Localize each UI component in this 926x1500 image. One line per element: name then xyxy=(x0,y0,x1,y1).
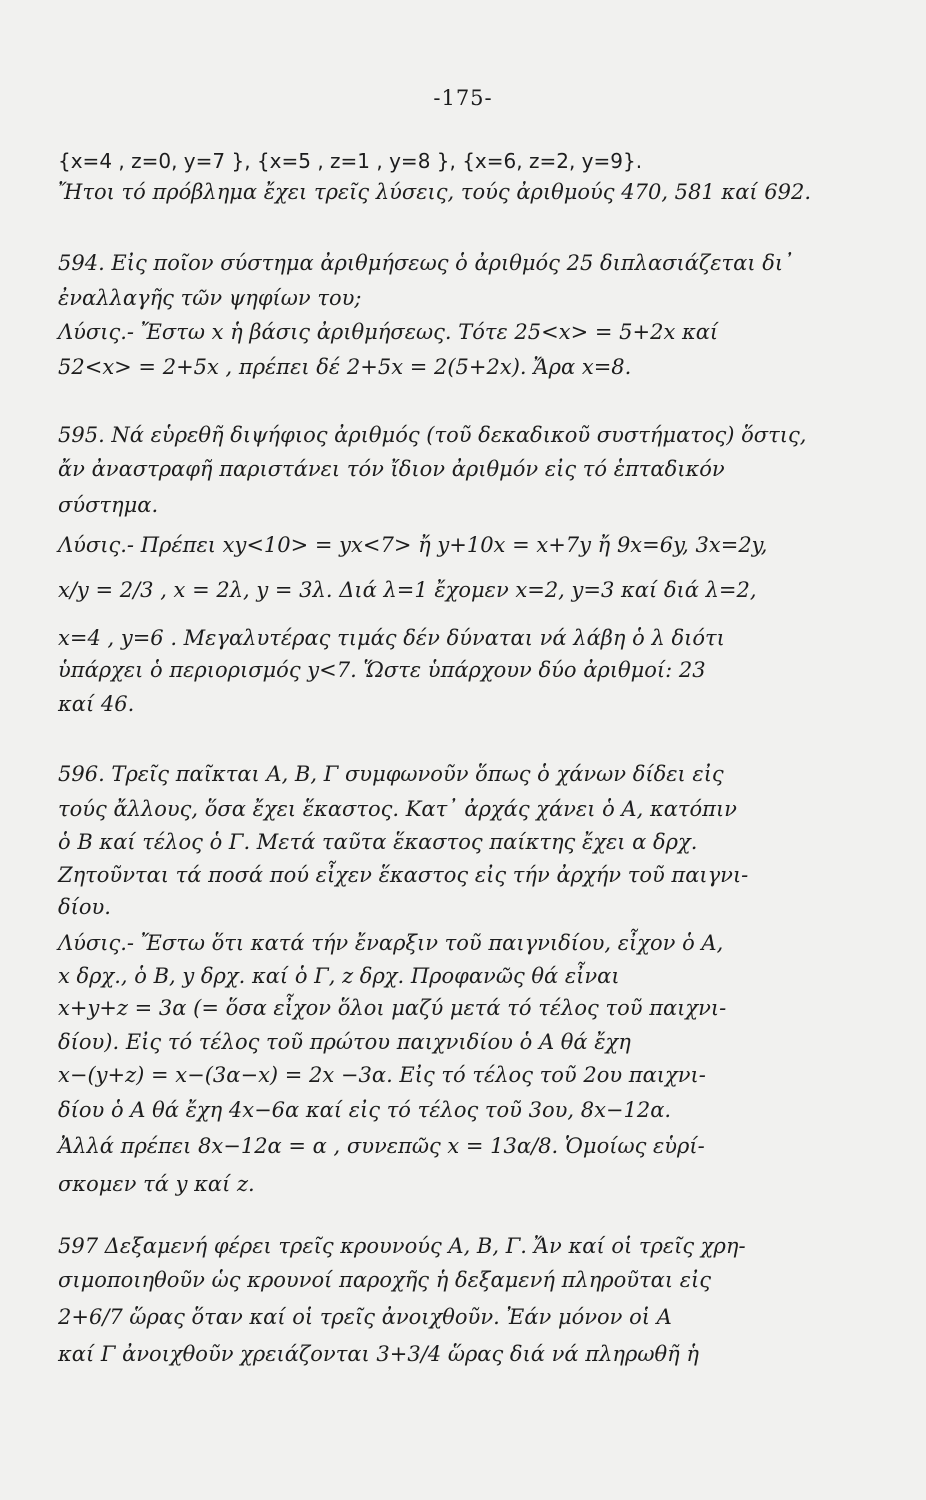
solution-595-line-4: ὑπάρχει ὁ περιορισμός y<7. Ὥστε ὑπάρχουν δύο ἀριθμοί: 23 xyxy=(58,658,706,682)
problem-595-line-2: ἄν ἀναστραφῆ παριστάνει τόν ἴδιον ἀριθμόν εἰς τό ἑπταδικόν xyxy=(58,457,725,481)
solution-595-line-3: x=4 , y=6 . Μεγαλυτέρας τιμάς δέν δύναται νά λάβη ὁ λ διότι xyxy=(58,626,725,650)
solution-596-line-8: σκομεν τά y καί z. xyxy=(58,1172,255,1196)
solution-596-line-5: x−(y+z) = x−(3α−x) = 2x −3α. Εἰς τό τέλος τοῦ 2ου παιχνι- xyxy=(58,1063,706,1087)
problem-596-line-4: Ζητοῦνται τά ποσά πού εἶχεν ἕκαστος εἰς τήν ἀρχήν τοῦ παιγνι- xyxy=(58,863,749,887)
problem-594-line-1: 594. Εἰς ποῖον σύστημα ἀριθμήσεως ὁ ἀριθμός 25 διπλασιάζεται δι᾽ xyxy=(58,251,794,275)
text-line-1: {x=4 , z=0, y=7 }, {x=5 , z=1 , y=8 }, {x=6, z=2, y=9}. xyxy=(58,149,643,173)
page-number: -175- xyxy=(433,86,493,110)
solution-596-line-3: x+y+z = 3α (= ὅσα εἶχον ὅλοι μαζύ μετά τό τέλος τοῦ παιχνι- xyxy=(58,996,727,1020)
solution-596-line-6: δίου ὁ Α θά ἔχη 4x−6α καί εἰς τό τέλος τοῦ 3ου, 8x−12α. xyxy=(58,1098,672,1122)
solution-595-line-1: Λύσις.- Πρέπει xy<10> = yx<7> ἤ y+10x = x+7y ἤ 9x=6y, 3x=2y, xyxy=(58,533,768,557)
problem-595-line-3: σύστημα. xyxy=(58,493,159,517)
problem-594-line-2: ἐναλλαγῆς τῶν ψηφίων του; xyxy=(58,286,362,310)
problem-597-line-1: 597 Δεξαμενή φέρει τρεῖς κρουνούς Α, Β, Γ. Ἄν καί οἱ τρεῖς χρη- xyxy=(58,1234,746,1258)
solution-594-line-2: 52<x> = 2+5x , πρέπει δέ 2+5x = 2(5+2x). Ἄρα x=8. xyxy=(58,355,632,379)
problem-595-line-1: 595. Νά εὑρεθῆ διψήφιος ἀριθμός (τοῦ δεκαδικοῦ συστήματος) ὅστις, xyxy=(58,423,807,447)
solution-596-line-1: Λύσις.- Ἔστω ὅτι κατά τήν ἔναρξιν τοῦ παιγνιδίου, εἶχον ὁ Α, xyxy=(58,931,724,955)
problem-597-line-2: σιμοποιηθοῦν ὡς κρουνοί παροχῆς ἡ δεξαμενή πληροῦται εἰς xyxy=(58,1268,712,1292)
solution-595-line-2: x/y = 2/3 , x = 2λ, y = 3λ. Διά λ=1 ἔχομεν x=2, y=3 καί διά λ=2, xyxy=(58,578,757,602)
solution-596-line-2: x δρχ., ὁ Β, y δρχ. καί ὁ Γ, z δρχ. Προφανῶς θά εἶναι xyxy=(58,964,620,988)
solution-596-line-4: δίου). Εἰς τό τέλος τοῦ πρώτου παιχνιδίου ὁ Α θά ἔχη xyxy=(58,1030,631,1054)
problem-597-line-3: 2+6/7 ὥρας ὅταν καί οἱ τρεῖς ἀνοιχθοῦν. Ἐάν μόνον οἱ Α xyxy=(58,1305,672,1329)
problem-597-line-4: καί Γ ἀνοιχθοῦν χρειάζονται 3+3/4 ὥρας διά νά πληρωθῆ ἡ xyxy=(58,1342,699,1366)
solution-596-line-7: Ἀλλά πρέπει 8x−12α = α , συνεπῶς x = 13α/8. Ὁμοίως εὑρί- xyxy=(58,1134,705,1158)
text-line-2: Ἤτοι τό πρόβλημα ἔχει τρεῖς λύσεις, τούς ἀριθμούς 470, 581 καί 692. xyxy=(58,180,812,204)
problem-596-line-5: δίου. xyxy=(58,895,111,919)
solution-595-line-5: καί 46. xyxy=(58,692,135,716)
problem-596-line-1: 596. Τρεῖς παῖκται Α, Β, Γ συμφωνοῦν ὅπως ὁ χάνων δίδει εἰς xyxy=(58,762,724,786)
problem-596-line-3: ὁ Β καί τέλος ὁ Γ. Μετά ταῦτα ἕκαστος παίκτης ἔχει α δρχ. xyxy=(58,830,698,854)
solution-594-line-1: Λύσις.- Ἔστω x ἡ βάσις ἀριθμήσεως. Τότε 25<x> = 5+2x καί xyxy=(58,320,719,344)
problem-596-line-2: τούς ἄλλους, ὅσα ἔχει ἕκαστος. Κατ᾽ ἀρχάς χάνει ὁ Α, κατόπιν xyxy=(58,797,737,821)
